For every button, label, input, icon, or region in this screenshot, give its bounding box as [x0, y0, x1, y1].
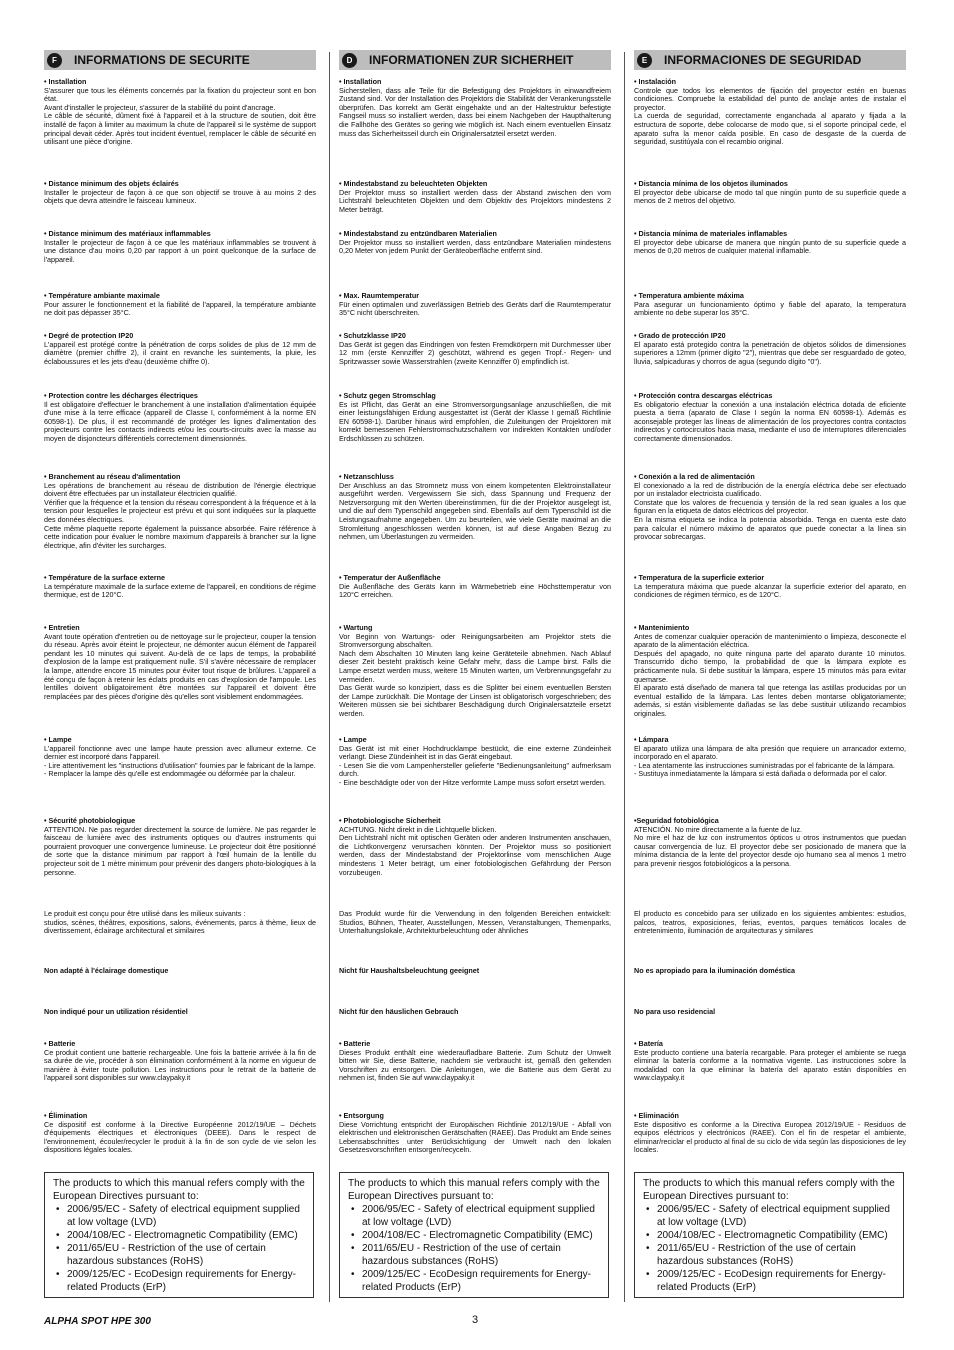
- sections-fr: [44, 78, 316, 1188]
- section-body: El aparato está protegido contra la penetración de objetos sólidos de dimensiones superiores a 12mm (primer dígito "2"), mientras que debe ser resguardado de goteo, lluvia, salpicaduras y chorros de agua (segundo dígito "0").: [634, 339, 906, 366]
- section-block: [44, 292, 316, 318]
- section-title: • Degré de protection IP20: [44, 331, 134, 340]
- section-body: Diese Vorrichtung entspricht der Europäischen Richtlinie 2012/19/UE - Abfall von elektrischen und elektronischen Gerätschaften (RAEE). Das Produkt am Ende seines Lebensabschnittes unter Berücksichtigung der Umwelt nach den lokalen Gesetzesvorschriften entsorgen/recyceln.: [339, 1119, 611, 1155]
- page-number: 3: [472, 1314, 479, 1326]
- section-block: [44, 624, 316, 701]
- section-block: [634, 817, 906, 869]
- section-block: [44, 1040, 316, 1083]
- section-body: Für einen optimalen und zuverlässigen Betrieb des Geräts darf die Raumtemperatur 35°C nicht überschreiten.: [339, 299, 611, 318]
- section-block: [634, 180, 906, 206]
- compliance-item: • 2004/108/EC - Electromagnetic Compatibility (EMC): [657, 1229, 895, 1242]
- section-title: •Seguridad fotobiológica: [634, 816, 719, 825]
- section-title: • Eliminación: [634, 1111, 679, 1120]
- section-body: Este dispositivo es conforme a la Directiva Europea 2012/19/UE - Residuos de equipos eléctricos y electrónicos (RAEE). Con el fin de respetar el ambiente, eliminar/reciclar el producto al final de su ciclo de vida según las disposiciones de ley locales.: [634, 1119, 906, 1155]
- section-body: Controle que todos los elementos de fijación del proyector estén en buenas condiciones. Compruebe la estabilidad del punto de anclaje antes de instalar el proyector. La cuerda de seguridad, correctamente enganchada al aparato y fijada a la estructura de soporte, debe colocarse de modo que, si el soporte principal cede, el aparato sufra la menor caída posible. En caso de desgaste de la cuerda de seguridad, sustitúyala con el recambio original.: [634, 85, 906, 147]
- section-body: L'appareil est protégé contre la pénétration de corps solides de plus de 12 mm de diamètre (premier chiffre 2), il craint en revanche les suintements, la pluie, les éclaboussures et les jets d'eau (deuxième chiffre 0).: [44, 339, 316, 366]
- section-body: Avant toute opération d'entretien ou de nettoyage sur le projecteur, couper la tension du réseau. Après avoir éteint le projecteur, ne démonter aucun élément de l'appareil pendant les 10 minutes qui suivent. Au-delà de ce laps de temps, la probabilité d'explosion de la lampe est pratiquement nulle. S'il s'avère nécessaire de remplacer la lampe, attendre encore 15 minutes pour éviter tout risque de brûlures. L'appareil a été conçu de façon à retenir les éclats produits en cas d'explosion de l'ampoule. Les lentilles doivent obligatoirement être montées sur l'appareil et doivent être remplacées par des pièces d'origine dès qu'elles sont visiblement endommagées.: [44, 631, 316, 701]
- compliance-list: [348, 1203, 600, 1294]
- section-block: [44, 392, 316, 444]
- section-block: [634, 473, 906, 542]
- section-title: • Branchement au réseau d'alimentation: [44, 472, 181, 481]
- compliance-intro: The products to which this manual refers comply with the European Directives pursuant to:: [348, 1178, 600, 1202]
- section-title: • Mantenimiento: [634, 623, 690, 632]
- section-body: Este producto contiene una batería recargable. Para proteger el ambiente se ruega eliminar la batería conforme a la normativa vigente. Las instrucciones sobre la modalidad con la que eliminar la batería del aparato están disponibles en www.claypaky.it: [634, 1047, 906, 1083]
- section-block: [634, 1008, 906, 1017]
- section-body: L'appareil fonctionne avec une lampe haute pression avec allumeur externe. Ce dernier est incorporé dans l'appareil. - Lire attentivement les "instructions d'utilisation" fournies par le fabricant de la lampe. - Remplacer la lampe dès qu'elle est endommagée ou déformée par la chaleur.: [44, 743, 316, 779]
- compliance-item: • 2006/95/EC - Safety of electrical equipment supplied at low voltage (LVD): [657, 1203, 895, 1229]
- section-body: Der Projektor muss so installiert werden dass der Abstand zwischen den vom Lichtstrahl beleuchteten Objekten und dem Objektiv des Projektors mindestens 2 Meter beträgt.: [339, 187, 611, 214]
- model-name: ALPHA SPOT HPE 300: [44, 1316, 151, 1327]
- section-block: [634, 574, 906, 600]
- section-title: • Netzanschluss: [339, 472, 394, 481]
- section-title: • Batería: [634, 1039, 663, 1048]
- compliance-item: • 2009/125/EC - EcoDesign requirements for Energy-related Products (ErP): [362, 1268, 600, 1294]
- section-block: [634, 78, 906, 147]
- section-block: [339, 910, 611, 936]
- section-block: [339, 292, 611, 318]
- section-block: [339, 967, 611, 976]
- section-body: ATENCIÓN. No mire directamente a la fuente de luz. No mire el haz de luz con instrumentos ópticos u otros instrumentos que puedan causar convergencia de luz. El proyector debe ser posicionado de manera que la mínima distancia de la lente del proyector desde ojo humano sea al menos 1 metro para prevenir riesgos fotobiológicos a la persona.: [634, 824, 906, 868]
- section-block: [339, 1008, 611, 1017]
- section-body: Pour assurer le fonctionnement et la fiabilité de l'appareil, la température ambiante ne doit pas dépasser 35°C.: [44, 299, 316, 318]
- header-title-es: INFORMACIONES DE SEGURIDAD: [664, 53, 862, 67]
- section-title: • Conexión a la red de alimentación: [634, 472, 755, 481]
- language-badge-fr: F: [47, 53, 62, 68]
- section-title: No es apropiado para la iluminación doméstica: [634, 966, 795, 975]
- compliance-box-es: [634, 1172, 904, 1298]
- section-title: • Installation: [44, 77, 87, 86]
- section-block: [44, 910, 316, 936]
- compliance-item: • 2009/125/EC - EcoDesign requirements for Energy-related Products (ErP): [657, 1268, 895, 1294]
- section-title: • Distancia mínima de los objetos iluminados: [634, 179, 788, 188]
- section-title: • Entretien: [44, 623, 80, 632]
- section-title: Nicht für Haushaltsbeleuchtung geeignet: [339, 966, 480, 975]
- section-body: Para asegurar un funcionamiento óptimo y fiable del aparato, la temperatura ambiente no debe superar los 35°C.: [634, 299, 906, 318]
- section-title: • Grado de protección IP20: [634, 331, 726, 340]
- section-title: • Température ambiante maximale: [44, 291, 160, 300]
- section-block: [634, 332, 906, 366]
- section-body: El aparato utiliza una lámpara de alta presión que requiere un arrancador externo, incorporado en el aparato. - Lea atentamente las instrucciones suministradas por el fabricante de la lámpara. - Sustituya inmediatamente la lámpara si está dañada o deformada por el calor.: [634, 743, 906, 779]
- compliance-intro: The products to which this manual refers comply with the European Directives pursuant to:: [643, 1178, 895, 1202]
- section-block: [339, 624, 611, 719]
- section-block: [44, 332, 316, 366]
- section-title: • Wartung: [339, 623, 373, 632]
- section-body: Es ist Pflicht, das Gerät an eine Stromversorgungsanlage anzuschließen, die mit einer leistungsfähigen Erdung ausgestattet ist (Gerät der Klasse I gemäß Richtlinie EN 60598-1). Darüber hinaus wird empfohlen, die Zuleitungen der Projektoren mit korrekt bemessenen Fehlerstromschutzschaltern vor indirekten Kontakten und/oder Erdschlüssen zu schützen.: [339, 399, 611, 443]
- compliance-list: [643, 1203, 895, 1294]
- language-badge-de: D: [342, 53, 357, 68]
- section-title: • Lámpara: [634, 735, 669, 744]
- section-block: [44, 1112, 316, 1155]
- section-body: Sicherstellen, dass alle Teile für die Befestigung des Projektors in einwandfreiem Zustand sind. Vor der Installation des Projektors die Stabilität der Verankerungsstelle überprüfen. Das korrekt am Gerät eingehakte und an der Haltestruktur befestigte Fangseil muss so installiert werden, dass bei einem Nachgeben der Haupthalterung die Fallhöhe des Gerätes so gering wie möglich ist. Nach einem eventuellen Einsatz muss das Sicherheitsseil durch ein Originalersatzteil ersetzt werden.: [339, 85, 611, 138]
- section-title: • Élimination: [44, 1111, 88, 1120]
- section-title: • Distance minimum des objets éclairés: [44, 179, 179, 188]
- section-body: S'assurer que tous les éléments concernés par la fixation du projecteur sont en bon état. Avant d'installer le projecteur, s'assurer de la stabilité du point d'ancrage. Le câble de sécurité, dûment fixé à l'appareil et à la structure de soutien, doit être installé de façon à limiter au maximum la chute de l'appareil si le système de support principal devait céder. Après tout incident éventuel, remplacer le câble de sécurité en utilisant une pièce d'origine.: [44, 85, 316, 147]
- section-body: Installer le projecteur de façon à ce que son objectif se trouve à au moins 2 des objets que devra atteindre le faisceau lumineux.: [44, 187, 316, 206]
- section-block: [339, 1112, 611, 1155]
- section-title: • Temperatura de la superficie exterior: [634, 573, 765, 582]
- column-divider: [329, 52, 330, 1302]
- section-body: Das Gerät ist gegen das Eindringen von festen Fremdkörpern mit Durchmesser über 12 mm (erste Kennziffer 2) geschützt, während es gegen Tropf.- Regen- und Spritzwasser sowie Wasserstrahlen (zweite Kennziffer 0) empfindlich ist.: [339, 339, 611, 366]
- section-block: [634, 392, 906, 444]
- section-title: • Instalación: [634, 77, 677, 86]
- section-block: [634, 1112, 906, 1155]
- compliance-item: • 2006/95/EC - Safety of electrical equipment supplied at low voltage (LVD): [67, 1203, 305, 1229]
- section-block: [339, 574, 611, 600]
- section-title: • Installation: [339, 77, 382, 86]
- section-block: [634, 910, 906, 936]
- section-title: • Max. Raumtemperatur: [339, 291, 420, 300]
- section-title: • Temperatura ambiente máxima: [634, 291, 744, 300]
- section-title: • Schutz gegen Stromschlag: [339, 391, 436, 400]
- section-block: [44, 78, 316, 147]
- section-header-fr: [44, 50, 316, 70]
- section-block: [339, 180, 611, 214]
- column-de: [339, 50, 611, 1188]
- section-block: [634, 1040, 906, 1083]
- section-block: [634, 624, 906, 719]
- section-block: [339, 332, 611, 366]
- column-es: [634, 50, 906, 1188]
- section-body: Das Produkt wurde für die Verwendung in den folgenden Bereichen entwickelt: Studios, Bühnen, Theater, Ausstellungen, Messen, Veranstaltungen, Themenparks, Unterhaltungslokale, Architekturbeleuchtung oder ähnliches: [339, 909, 611, 936]
- section-title: • Temperatur der Außenfläche: [339, 573, 441, 582]
- section-body: El proyector debe ubicarse de manera que ningún punto de su superficie quede a menos de 0,20 metros de cualquier material inflamable.: [634, 237, 906, 256]
- sections-de: [339, 78, 611, 1188]
- compliance-box-de: [339, 1172, 609, 1298]
- section-block: [44, 180, 316, 206]
- section-block: [339, 230, 611, 256]
- section-body: Ce dispositif est conforme à la Directive Européenne 2012/19/UE – Déchets d'équipements électriques et électroniques (DEEE). Dans le respect de l'environnement, écouler/recycler le produit à la fin de son cycle de vie selon les dispositions légales locales.: [44, 1119, 316, 1155]
- section-block: [44, 736, 316, 779]
- section-block: [44, 817, 316, 877]
- section-body: El producto es concebido para ser utilizado en los siguientes ambientes: estudios, palcos, teatros, exposiciones, ferias, eventos, parques temáticos locales de entretenimiento, iluminación de arquitecturas y similares: [634, 909, 906, 936]
- compliance-item: • 2011/65/EU - Restriction of the use of certain hazardous substances (RoHS): [362, 1242, 600, 1268]
- compliance-item: • 2011/65/EU - Restriction of the use of certain hazardous substances (RoHS): [67, 1242, 305, 1268]
- section-body: Dieses Produkt enthält eine wiederaufladbare Batterie. Zum Schutz der Umwelt bitten wir Sie, diese Batterie, nachdem sie verbraucht ist, gemäß den geltenden Vorschriften zu entsorgen. Die Anleitungen, wie die Batterie aus dem Gerät zu nehmen ist, finden Sie auf www.claypaky.it: [339, 1047, 611, 1083]
- section-title: Non indiqué pour un utilization résidentiel: [44, 1007, 188, 1016]
- section-body: Les opérations de branchement au réseau de distribution de l'énergie électrique doivent être effectuées par un installateur électricien qualifié. Vérifier que la fréquence et la tension du réseau correspondent à la fréquence et à la tension pour lesquelles le projecteur est prévu et qui sont indiquées sur la plaquette des données électriques. Cette même plaquette reporte également la puissance absorbée. Faire référence à cette indication pour évaluer le nombre maximum d'appareils à brancher sur la ligne électrique, afin d'éviter les surcharges.: [44, 480, 316, 550]
- section-title: • Lampe: [339, 735, 367, 744]
- section-title: Non adapté à l'éclairage domestique: [44, 966, 169, 975]
- section-body: La température maximale de la surface externe de l'appareil, en conditions de régime thermique, est de 120°C.: [44, 581, 316, 600]
- section-block: [44, 574, 316, 600]
- section-block: [339, 392, 611, 444]
- language-badge-es: E: [637, 53, 652, 68]
- section-title: Nicht für den häuslichen Gebrauch: [339, 1007, 459, 1016]
- compliance-box-fr: [44, 1172, 314, 1298]
- column-fr: [44, 50, 316, 1188]
- section-block: [44, 1008, 316, 1017]
- section-block: [339, 78, 611, 138]
- section-body: Die Außenfläche des Geräts kann im Wärmebetrieb eine Höchsttemperatur von 120°C erreichen.: [339, 581, 611, 600]
- section-title: • Protección contra descargas eléctricas: [634, 391, 773, 400]
- compliance-item: • 2004/108/EC - Electromagnetic Compatibility (EMC): [67, 1229, 305, 1242]
- section-header-de: [339, 50, 611, 70]
- column-divider: [624, 52, 625, 1302]
- section-block: [44, 473, 316, 550]
- section-block: [634, 230, 906, 256]
- compliance-item: • 2009/125/EC - EcoDesign requirements for Energy-related Products (ErP): [67, 1268, 305, 1294]
- section-body: Le produit est conçu pour être utilisé dans les milieux suivants : studios, scènes, théâtres, expositions, salons, événements, parcs à thème, lieux de divertissement, éclairage architectural et similaires: [44, 909, 316, 936]
- section-title: • Mindestabstand zu entzündbaren Materialien: [339, 229, 497, 238]
- section-body: Vor Beginn von Wartungs- oder Reinigungsarbeiten am Projektor stets die Stromversorgung abschalten. Nach dem Abschalten 10 Minuten lang keine Geräteteile abnehmen. Nach Ablauf dieser Zeit besteht praktisch keine Gefahr mehr, dass die Lampe birst. Falls die Lampe ersetzt werden muss, weitere 15 Minuten warten, um Verbrennungsgefahr zu vermeiden. Das Gerät wurde so konzipiert, dass es die Splitter bei einem eventuellen Bersten der Lampe zurückhält. Die Montage der Linsen ist obligatorisch vorgeschrieben; des Weiteren müssen sie bei sichtbarer Beschädigung durch Originalersatzteile ersetzt werden.: [339, 631, 611, 718]
- header-title-fr: INFORMATIONS DE SECURITE: [74, 53, 250, 67]
- compliance-intro: The products to which this manual refers comply with the European Directives pursuant to:: [53, 1178, 305, 1202]
- header-title-de: INFORMATIONEN ZUR SICHERHEIT: [369, 53, 574, 67]
- section-title: • Entsorgung: [339, 1111, 384, 1120]
- section-title: • Batterie: [44, 1039, 76, 1048]
- section-title: • Protection contre les décharges électriques: [44, 391, 198, 400]
- section-block: [634, 736, 906, 779]
- section-block: [634, 967, 906, 976]
- section-title: No para uso residencial: [634, 1007, 716, 1016]
- section-title: • Sécurité photobiologique: [44, 816, 136, 825]
- section-body: Antes de comenzar cualquier operación de mantenimiento o limpieza, desconecte el aparato de la alimentación eléctrica. Después del apagado, no quite ninguna parte del aparato durante 10 minutos. Transcurrido dicho tiempo, la probabilidad de que la lámpara explote es prácticamente nula. Si debe sustituir la lámpara, espere 15 minutos más para evitar quemarse. El aparato está diseñado de manera tal que retenga las astillas producidas por un eventual estallido de la lámpara. Las lentes deben montarse obligatoriamente; además, si están visiblemente dañadas se las debe sustituir utilizando recambios originales.: [634, 631, 906, 718]
- section-body: ACHTUNG. Nicht direkt in die Lichtquelle blicken. Den Lichtstrahl nicht mit optischen Geräten oder anderen Instrumenten anschauen, die Lichtkonvergenz verursachen könnten. Der Projektor muss so positioniert werden, dass der Mindestabstand der Projektorlinse vom menschlichen Auge mindestens 1 Meter beträgt, um einer fotobiologischen Gefährdung der Person vorzubeugen.: [339, 824, 611, 877]
- sections-es: [634, 78, 906, 1188]
- compliance-item: • 2004/108/EC - Electromagnetic Compatibility (EMC): [362, 1229, 600, 1242]
- section-block: [339, 1040, 611, 1083]
- section-body: Der Anschluss an das Stromnetz muss von einem kompetenten Elektroinstallateur ausgeführt werden. Vergewissern Sie sich, dass Spannung und Frequenz der Netzversorgung mit den Werten übereinstimmen, für die der Projektor ausgelegt ist, und die auf dem Typenschild angegeben sind. Ebenfalls auf dem Typenschild ist die Leistungsaufnahme angegeben. Um zu beurteilen, wie viele Geräte maximal an die Stromleitung angeschlossen werden können, ist auf diese Angaben Bezug zu nehmen, um Überlastungen zu vermeiden.: [339, 480, 611, 542]
- section-body: ATTENTION. Ne pas regarder directement la source de lumière. Ne pas regarder le faisceau de lumière avec des instruments optiques ou d'autres instruments qui pourraient provoquer une convergence lumineuse. Le projecteur doit être positionné de sorte que la distance minimum par rapport à l'œil humain de la lentille du projecteur soit de 1 mètre minimum pour prévenir des dangers photo-biologiques à la personne.: [44, 824, 316, 877]
- section-block: [634, 292, 906, 318]
- section-body: La temperatura máxima que puede alcanzar la superficie exterior del aparato, en condiciones de régimen térmico, es de 120°C.: [634, 581, 906, 600]
- compliance-item: • 2006/95/EC - Safety of electrical equipment supplied at low voltage (LVD): [362, 1203, 600, 1229]
- section-title: • Distancia mínima de materiales inflamables: [634, 229, 788, 238]
- section-body: El proyector debe ubicarse de modo tal que ningún punto de su superficie quede a menos de 2 metros del objetivo.: [634, 187, 906, 206]
- section-title: • Lampe: [44, 735, 72, 744]
- section-block: [44, 230, 316, 264]
- section-body: Der Projektor muss so installiert werden, dass entzündbare Materialien mindestens 0,20 Meter von jedem Punkt der Geräteoberfläche entfernt sind.: [339, 237, 611, 256]
- section-body: El conexionado a la red de distribución de la energía eléctrica debe ser efectuado por un instalador electricista cualificado. Constate que los valores de frecuencia y tensión de la red sean iguales a los que figuran en la etiqueta de datos eléctricos del proyector. En la misma etiqueta se indica la potencia absorbida. Tenga en cuenta este dato para calcular el número máximo de aparatos que puede conectar a la línea sin provocar sobrecargas.: [634, 480, 906, 542]
- section-title: • Distance minimum des matériaux inflammables: [44, 229, 211, 238]
- section-block: [339, 736, 611, 788]
- section-block: [339, 473, 611, 542]
- compliance-item: • 2011/65/EU - Restriction of the use of certain hazardous substances (RoHS): [657, 1242, 895, 1268]
- section-title: • Batterie: [339, 1039, 371, 1048]
- section-body: Il est obligatoire d'effectuer le branchement à une installation d'alimentation équipée d'une mise à la terre efficace (appareil de Classe I, conformément à la norme EN 60598-1). De plus, il est recommandé de protéger les lignes d'alimentation des projecteurs contre les contacts indirects et/ou les courts-circuits avec la masse au moyen de disjoncteurs différentiels correctement dimensionnés.: [44, 399, 316, 443]
- section-block: [44, 967, 316, 976]
- section-body: Ce produit contient une batterie rechargeable. Une fois la batterie arrivée à la fin de sa durée de vie, procéder à son élimination conformément à la norme en vigueur de manière à éviter toute pollution. Les instructions pour le retrait de la batterie de l'appareil sont disponibles sur www.claypaky.it: [44, 1047, 316, 1083]
- section-body: Installer le projecteur de façon à ce que les matériaux inflammables se trouvent à une distance d'au moins 0,20 par rapport à un point quelconque de la surface de l'appareil.: [44, 237, 316, 264]
- section-title: • Mindestabstand zu beleuchteten Objekten: [339, 179, 488, 188]
- section-title: • Température de la surface externe: [44, 573, 166, 582]
- compliance-list: [53, 1203, 305, 1294]
- section-header-es: [634, 50, 906, 70]
- section-body: Das Gerät ist mit einer Hochdrucklampe bestückt, die eine externe Zündeinheit verlangt. Diese Zündeinheit ist in das Gerät eingebaut. - Lesen Sie die vom Lampenhersteller gelieferte "Bedienungsanleitung" aufmerksam durch. - Eine beschädigte oder von der Hitze verformte Lampe muss sofort ersetzt werden.: [339, 743, 611, 787]
- section-body: Es obligatorio efectuar la conexión a una instalación eléctrica dotada de eficiente puesta a tierra (aparato de Clase I según la norma EN 60598-1). Además es aconsejable proteger las líneas de alimentación de los proyectores contra contactos indirectos y cortocircuitos hacia masa, mediante el uso de interruptores diferenciales correctamente dimensionados.: [634, 399, 906, 443]
- section-title: • Schutzklasse IP20: [339, 331, 406, 340]
- section-block: [339, 817, 611, 877]
- section-title: • Photobiologische Sicherheit: [339, 816, 441, 825]
